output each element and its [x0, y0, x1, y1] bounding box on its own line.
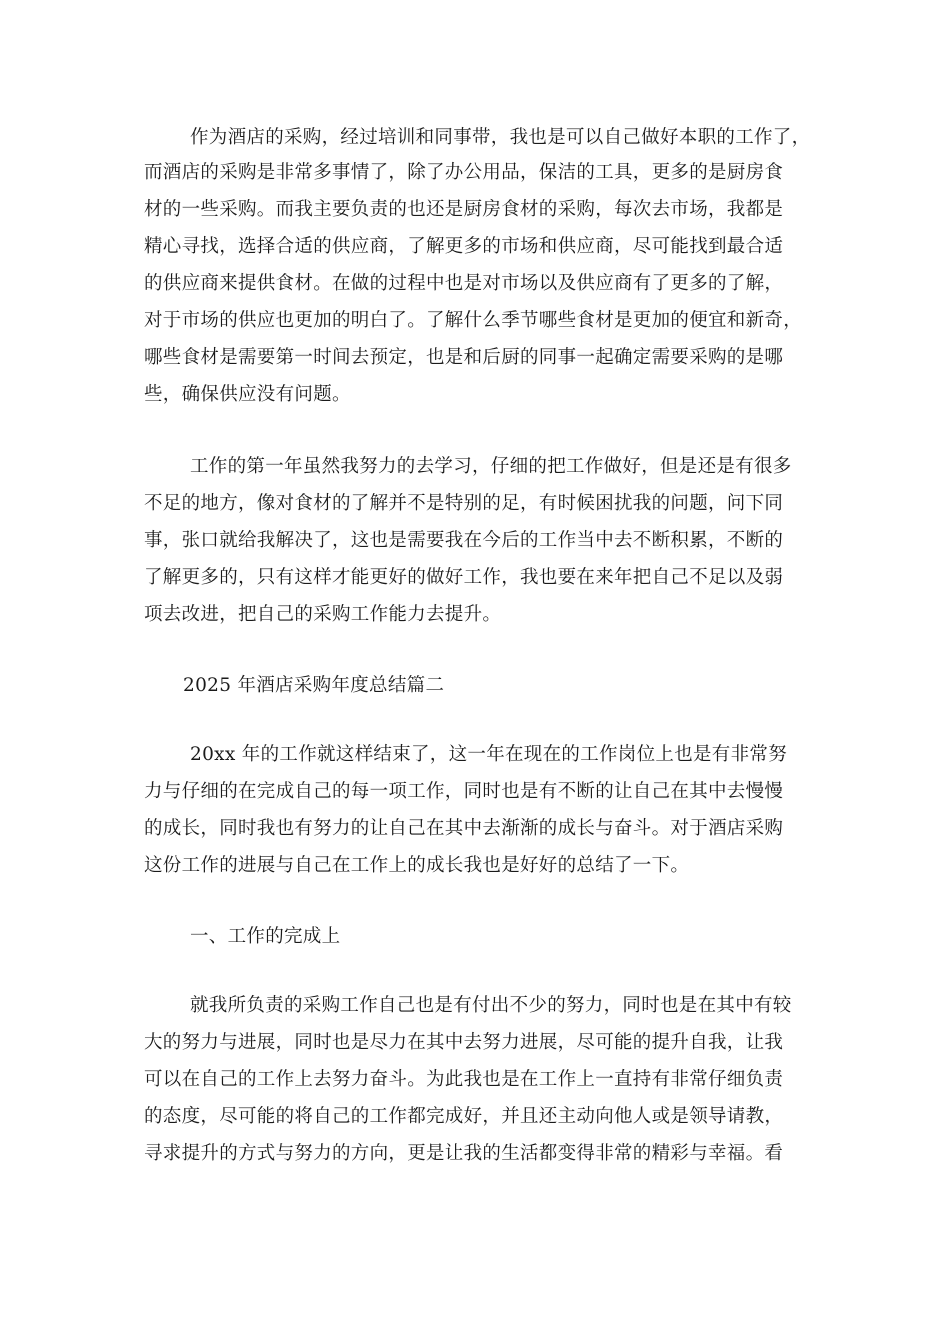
paragraph1-line: 些，确保供应没有问题。 — [144, 384, 351, 405]
paragraph3-line: 力与仔细的在完成自己的每一项工作，同时也是有不断的让自己在其中去慢慢 — [144, 781, 784, 802]
paragraph1-line: 材的一些采购。而我主要负责的也还是厨房食材的采购，每次去市场，我都是 — [144, 199, 784, 220]
paragraph4-line: 的态度，尽可能的将自己的工作都完成好，并且还主动向他人或是领导请教， — [144, 1106, 784, 1127]
paragraph2-line: 不足的地方，像对食材的了解并不是特别的足，有时候困扰我的问题，问下同 — [144, 493, 784, 514]
paragraph3-line: 这份工作的进展与自己在工作上的成长我也是好好的总结了一下。 — [144, 855, 690, 876]
subheading: 一、工作的完成上 — [190, 926, 341, 947]
paragraph2-line: 事，张口就给我解决了，这也是需要我在今后的工作当中去不断积累，不断的 — [144, 530, 784, 551]
paragraph4-line: 大的努力与进展，同时也是尽力在其中去努力进展，尽可能的提升自我，让我 — [144, 1032, 784, 1053]
paragraph2-line: 项去改进，把自己的采购工作能力去提升。 — [144, 604, 502, 625]
paragraph1-line: 作为酒店的采购，经过培训和同事带，我也是可以自己做好本职的工作了， — [190, 127, 811, 148]
paragraph4-line: 寻求提升的方式与努力的方向，更是让我的生活都变得非常的精彩与幸福。看 — [144, 1143, 784, 1164]
section-title: 2025 年酒店采购年度总结篇二 — [183, 675, 445, 696]
paragraph4-line: 就我所负责的采购工作自己也是有付出不少的努力，同时也是在其中有较 — [190, 995, 792, 1016]
paragraph2-line: 了解更多的，只有这样才能更好的做好工作，我也要在来年把自己不足以及弱 — [144, 567, 784, 588]
paragraph4-line: 可以在自己的工作上去努力奋斗。为此我也是在工作上一直持有非常仔细负责 — [144, 1069, 784, 1090]
paragraph1-line: 精心寻找，选择合适的供应商，了解更多的市场和供应商，尽可能找到最合适 — [144, 236, 784, 257]
paragraph2-line: 工作的第一年虽然我努力的去学习，仔细的把工作做好，但是还是有很多 — [190, 456, 792, 477]
paragraph1-line: 哪些食材是需要第一时间去预定，也是和后厨的同事一起确定需要采购的是哪 — [144, 347, 784, 368]
paragraph1-line: 而酒店的采购是非常多事情了，除了办公用品，保洁的工具，更多的是厨房食 — [144, 162, 784, 183]
paragraph3-line: 20xx 年的工作就这样结束了，这一年在现在的工作岗位上也是有非常努 — [190, 744, 787, 765]
paragraph3-line: 的成长，同时我也有努力的让自己在其中去渐渐的成长与奋斗。对于酒店采购 — [144, 818, 784, 839]
paragraph1-line: 的供应商来提供食材。在做的过程中也是对市场以及供应商有了更多的了解， — [144, 273, 784, 294]
paragraph1-line: 对于市场的供应也更加的明白了。了解什么季节哪些食材是更加的便宜和新奇， — [144, 310, 803, 331]
